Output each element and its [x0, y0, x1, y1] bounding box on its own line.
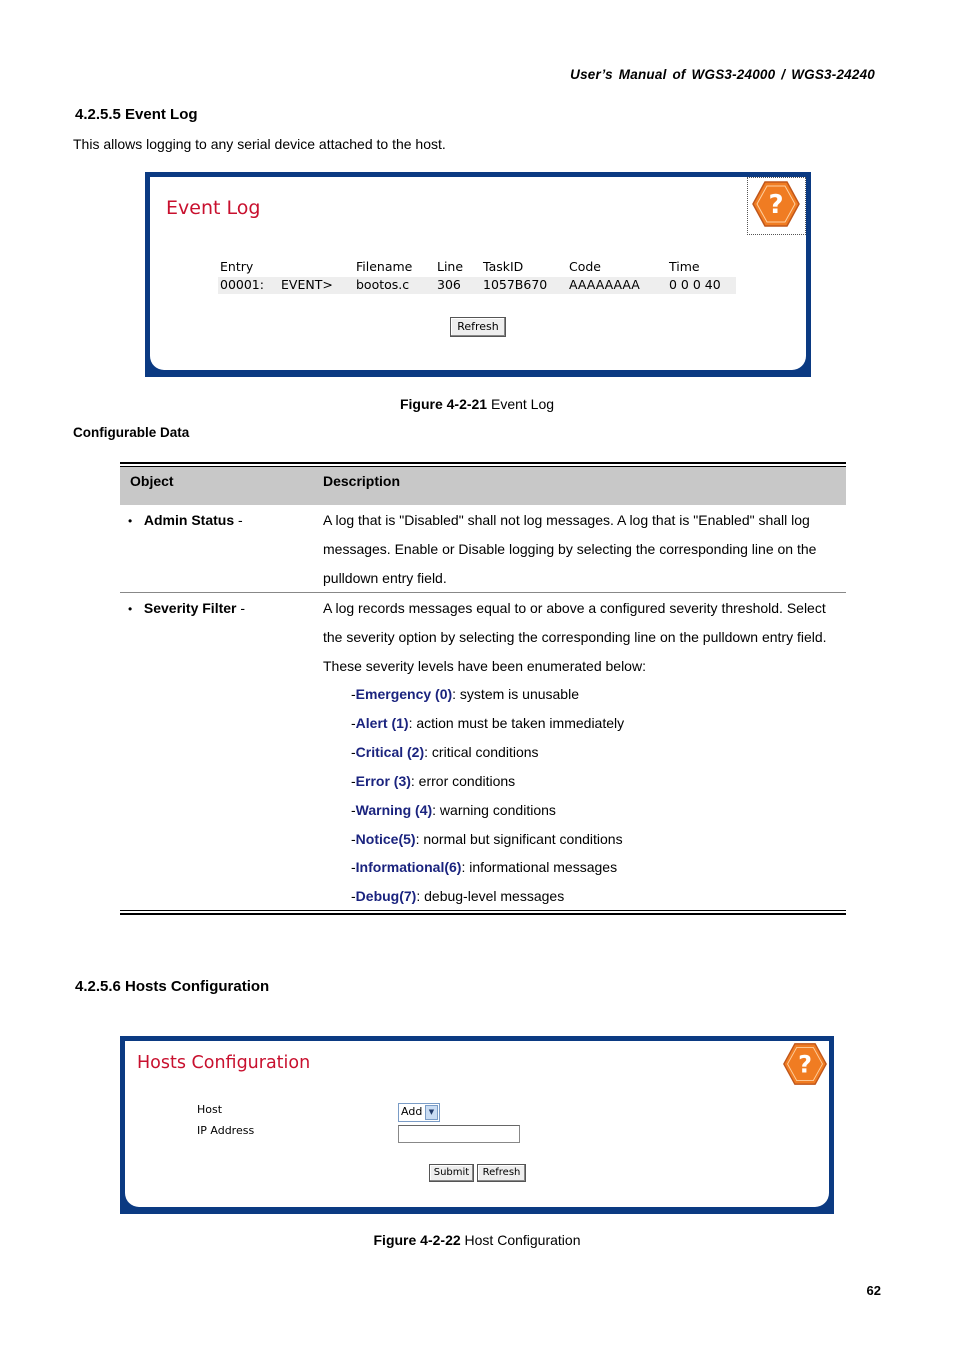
severity-desc: : error conditions	[410, 772, 516, 789]
severity-item: -Notice(5): normal but significant conditions	[351, 830, 623, 847]
manual-header: User’s Manual of WGS3-24000 / WGS3-24240	[570, 67, 875, 82]
severity-name: Alert (1)	[355, 714, 409, 731]
severity-item: -Informational(6): informational messages	[351, 859, 618, 876]
col-code: Code	[569, 259, 602, 274]
severity-desc: : action must be taken immediately	[408, 714, 625, 731]
severity-item: -Debug(7): debug-level messages	[351, 888, 565, 905]
svg-text:?: ?	[768, 190, 784, 220]
table-row-object	[128, 594, 245, 624]
severity-item: -Warning (4): warning conditions	[351, 801, 556, 818]
table-top-rule	[120, 462, 846, 464]
bullet: •	[128, 514, 133, 528]
object-suffix: -	[236, 600, 246, 616]
severity-item: -Alert (1): action must be taken immediately	[351, 714, 625, 731]
object-suffix: -	[234, 512, 243, 528]
severity-name: Notice(5)	[355, 830, 416, 847]
section-title-hosts: 4.2.5.6 Hosts Configuration	[75, 978, 270, 995]
event-log-row	[218, 277, 736, 294]
desc-line: messages. Enable or Disable logging by selecting the corresponding line on the	[323, 541, 817, 557]
table-row-description	[323, 506, 816, 593]
refresh-button[interactable]: Refresh	[450, 317, 506, 337]
host-select-value: Add	[401, 1105, 423, 1118]
severity-desc: : critical conditions	[424, 743, 539, 760]
severity-item: -Emergency (0): system is unusable	[351, 686, 579, 702]
row-event: EVENT>	[281, 277, 333, 292]
severity-name: Critical (2)	[355, 743, 425, 760]
table-bottom-rule-2	[120, 913, 846, 915]
th-object: Object	[130, 473, 174, 489]
host-select[interactable]	[398, 1103, 440, 1122]
figure-text: Event Log	[487, 396, 555, 412]
bullet: •	[128, 602, 133, 616]
desc-line: the severity option by selecting the corresponding line on the pulldown entry field.	[323, 629, 827, 645]
row-line: 306	[437, 277, 461, 292]
page-number: 62	[866, 1283, 881, 1298]
severity-desc: : debug-level messages	[416, 888, 565, 905]
table-row-description	[323, 594, 827, 681]
severity-desc: : informational messages	[461, 859, 618, 876]
ip-address-input[interactable]	[398, 1125, 520, 1143]
table-row-object	[128, 506, 243, 536]
section-intro: This allows logging to any serial device attached to the host.	[73, 136, 446, 152]
severity-item: -Critical (2): critical conditions	[351, 743, 539, 760]
hosts-config-title: Hosts Configuration	[137, 1053, 311, 1073]
severity-item: -Error (3): error conditions	[351, 772, 516, 789]
question-hex-icon	[751, 179, 801, 229]
row-entry: 00001:	[220, 277, 264, 292]
event-log-screenshot	[145, 172, 811, 377]
table-bottom-rule	[120, 910, 846, 911]
severity-name: Informational(6)	[355, 859, 462, 876]
submit-button[interactable]: Submit	[429, 1164, 474, 1182]
row-filename: bootos.c	[356, 277, 410, 292]
severity-desc: : normal but significant conditions	[415, 830, 623, 847]
col-line: Line	[437, 259, 464, 274]
table-header-row	[120, 467, 846, 505]
host-label: Host	[197, 1103, 223, 1116]
figure-caption-event-log	[0, 396, 954, 412]
severity-name: Error (3)	[355, 772, 411, 789]
row-separator	[120, 592, 846, 593]
severity-name: Emergency (0)	[355, 686, 453, 702]
severity-desc: : warning conditions	[432, 801, 556, 818]
object-name: Admin Status	[143, 512, 235, 528]
chevron-down-icon: ▼	[425, 1105, 438, 1120]
desc-line: pulldown entry field.	[323, 570, 447, 586]
col-time: Time	[669, 259, 700, 274]
figure-label: Figure 4-2-22	[373, 1232, 461, 1248]
th-description: Description	[323, 473, 401, 489]
figure-caption-hosts	[0, 1232, 954, 1248]
severity-levels-list	[351, 680, 624, 911]
figure-label: Figure 4-2-21	[399, 396, 488, 412]
question-hex-icon[interactable]	[782, 1041, 828, 1087]
figure-text: Host Configuration	[460, 1232, 581, 1248]
col-entry: Entry	[220, 259, 254, 274]
object-name: Severity Filter	[143, 600, 237, 616]
severity-desc: : system is unusable	[452, 686, 579, 702]
refresh-button[interactable]: Refresh	[477, 1164, 526, 1182]
severity-name: Debug(7)	[355, 888, 417, 905]
ip-address-label: IP Address	[197, 1124, 255, 1137]
configurable-data-heading: Configurable Data	[73, 425, 190, 440]
col-filename: Filename	[356, 259, 413, 274]
help-link[interactable]	[747, 177, 806, 235]
col-taskid: TaskID	[483, 259, 524, 274]
row-time: 0 0 0 40	[669, 277, 721, 292]
row-taskid: 1057B670	[483, 277, 548, 292]
desc-line: A log records messages equal to or above a configured severity threshold. Select	[323, 600, 826, 616]
desc-line: A log that is "Disabled" shall not log messages. A log that is "Enabled" shall log	[323, 512, 810, 528]
svg-text:?: ?	[798, 1050, 812, 1079]
hosts-config-screenshot	[120, 1036, 834, 1214]
section-title-event-log: 4.2.5.5 Event Log	[75, 106, 198, 123]
row-code: AAAAAAAA	[569, 277, 640, 292]
severity-name: Warning (4)	[355, 801, 433, 818]
desc-line: These severity levels have been enumerated below:	[323, 658, 646, 674]
event-log-title: Event Log	[166, 197, 261, 219]
